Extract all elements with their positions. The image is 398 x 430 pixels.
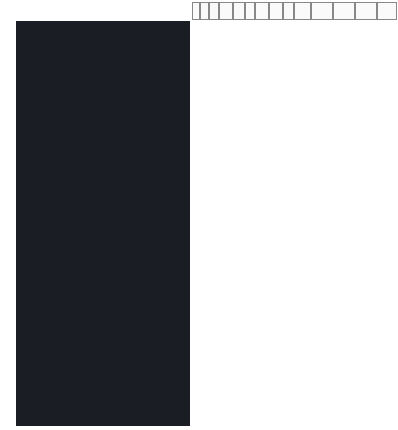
header-col-11 (311, 2, 333, 20)
header-col-9 (283, 2, 294, 20)
header-col-12 (333, 2, 355, 20)
header-col-8 (269, 2, 283, 20)
header-col-3 (209, 2, 219, 20)
header-col-14 (377, 2, 397, 20)
header-col-6 (245, 2, 255, 20)
header-col-4 (219, 2, 233, 20)
header-col-5 (233, 2, 245, 20)
header-col-1 (192, 2, 200, 20)
header-col-7 (255, 2, 269, 20)
header-col-10 (294, 2, 311, 20)
header-col-2 (200, 2, 209, 20)
header-col-13 (355, 2, 377, 20)
